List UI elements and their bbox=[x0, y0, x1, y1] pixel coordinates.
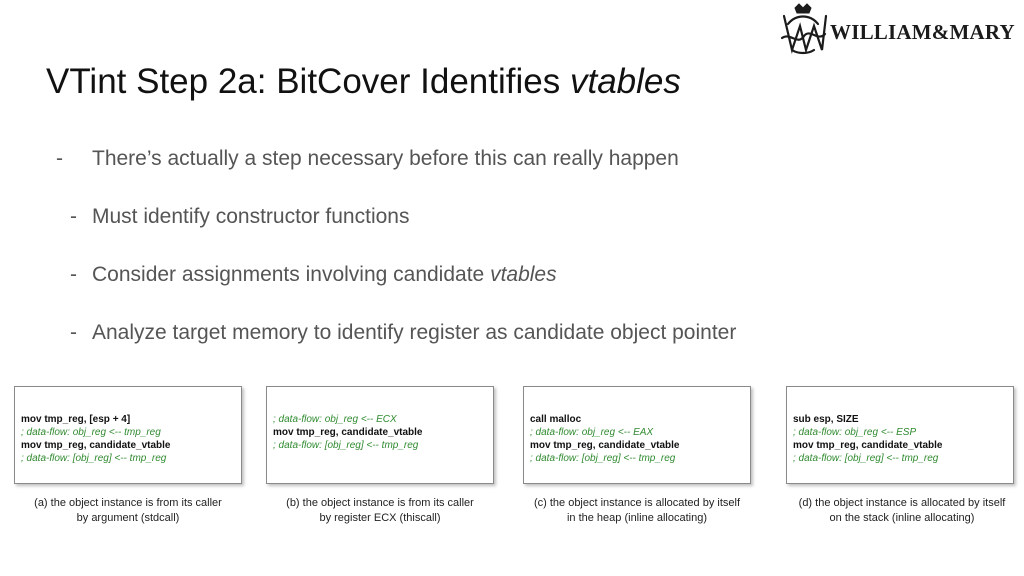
caption-line: (a) the object instance is from its caller bbox=[34, 497, 222, 509]
code-comment: ; data-flow: obj_reg <-- ESP bbox=[793, 427, 917, 438]
code-comment: ; data-flow: [obj_reg] <-- tmp_reg bbox=[21, 453, 167, 464]
bullet-text: Analyze target memory to identify register as candidate object pointer bbox=[92, 321, 737, 344]
bullet-text: Must identify constructor functions bbox=[92, 205, 410, 228]
caption-line: (b) the object instance is from its caller bbox=[286, 497, 474, 509]
bullet-3 bbox=[70, 263, 557, 287]
code-comment: ; data-flow: obj_reg <-- ECX bbox=[273, 414, 397, 425]
bullet-dash: - bbox=[70, 205, 77, 228]
code-comment: ; data-flow: obj_reg <-- EAX bbox=[530, 427, 654, 438]
bullet-4 bbox=[70, 321, 737, 345]
bullet-dash: - bbox=[56, 147, 63, 170]
bullet-emphasis: vtables bbox=[490, 263, 557, 286]
slide-title bbox=[46, 62, 681, 102]
caption-line: (d) the object instance is allocated by itself bbox=[798, 497, 1006, 509]
code-line: mov tmp_reg, candidate_vtable bbox=[21, 440, 171, 451]
title-emphasis: vtables bbox=[569, 62, 681, 101]
bullet-1 bbox=[56, 147, 679, 171]
code-line: call malloc bbox=[530, 414, 582, 425]
code-line: mov tmp_reg, candidate_vtable bbox=[793, 440, 943, 451]
title-main: VTint Step 2a: BitCover Identifies bbox=[46, 62, 570, 101]
caption-a bbox=[14, 496, 242, 526]
caption-line: (c) the object instance is allocated by itself bbox=[533, 497, 741, 509]
bullet-text: There’s actually a step necessary before this can really happen bbox=[92, 147, 679, 170]
caption-c bbox=[523, 496, 751, 526]
code-comment: ; data-flow: [obj_reg] <-- tmp_reg bbox=[273, 440, 419, 451]
caption-line: on the stack (inline allocating) bbox=[829, 512, 975, 524]
bullet-dash: - bbox=[70, 321, 77, 344]
code-panel-a bbox=[14, 386, 242, 484]
code-panel-d bbox=[786, 386, 1014, 484]
code-comment: ; data-flow: [obj_reg] <-- tmp_reg bbox=[530, 453, 676, 464]
university-wordmark: WILLIAM&MARY bbox=[830, 19, 1015, 44]
caption-d bbox=[786, 496, 1018, 526]
code-line: mov tmp_reg, candidate_vtable bbox=[273, 427, 423, 438]
caption-line: by register ECX (thiscall) bbox=[319, 512, 441, 524]
code-line: mov tmp_reg, [esp + 4] bbox=[21, 414, 131, 425]
code-panel-c bbox=[523, 386, 751, 484]
bullet-text: Consider assignments involving candidate bbox=[92, 263, 491, 286]
code-panel-b bbox=[266, 386, 494, 484]
code-comment: ; data-flow: obj_reg <-- tmp_reg bbox=[21, 427, 161, 438]
caption-b bbox=[266, 496, 494, 526]
bullet-2 bbox=[70, 205, 410, 229]
code-line: sub esp, SIZE bbox=[793, 414, 859, 425]
code-comment: ; data-flow: [obj_reg] <-- tmp_reg bbox=[793, 453, 939, 464]
caption-line: by argument (stdcall) bbox=[76, 512, 180, 524]
cypher-crest-icon bbox=[778, 2, 828, 56]
caption-line: in the heap (inline allocating) bbox=[566, 512, 708, 524]
university-logo bbox=[778, 2, 1022, 56]
code-line: mov tmp_reg, candidate_vtable bbox=[530, 440, 680, 451]
bullet-dash: - bbox=[70, 263, 77, 286]
